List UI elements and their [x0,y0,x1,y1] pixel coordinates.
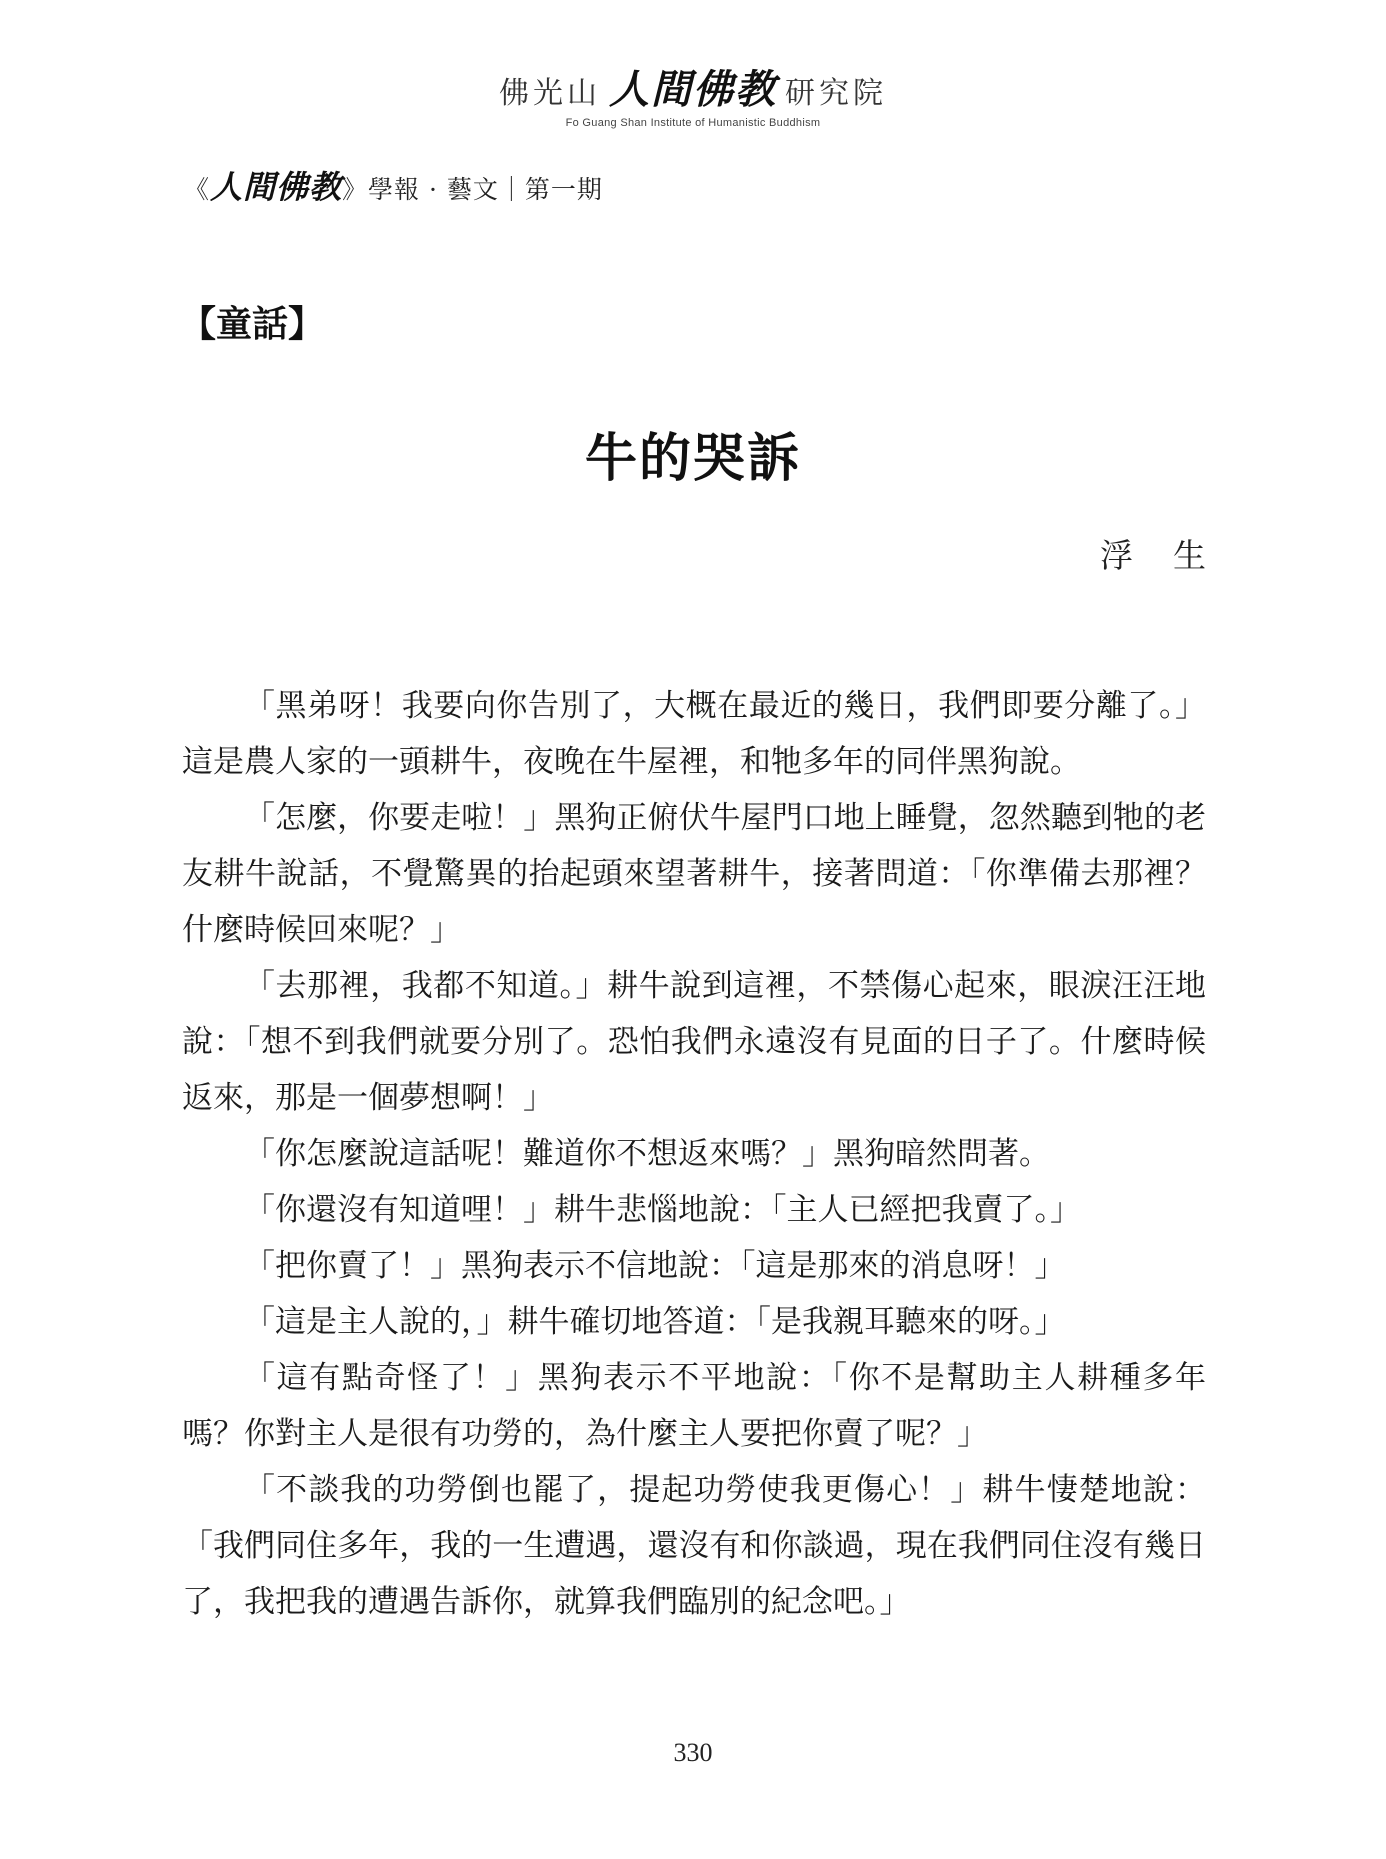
paragraph: 「把你賣了！」黑狗表示不信地說：「這是那來的消息呀！」 [244,1248,1066,1284]
page-number: 330 [673,1738,713,1767]
journal-issue-info: 學報 · 藝文｜第一期 [368,175,603,204]
journal-open-bracket: 《 [184,175,211,204]
journal-brand-logo: 人間佛教 [210,168,343,206]
paragraph: 「去那裡，我都不知道。」耕牛說到這裡，不禁傷心起來，眼淚汪汪地說：「想不到我們就要分別了。恐怕我們永遠沒有見面的日子了。什麼時候返來，那是一個夢想啊！」 [182,968,1206,1116]
institute-suffix: 研究院 [785,76,887,111]
institute-english-name: Fo Guang Shan Institute of Humanistic Buddhism [565,117,821,129]
journal-running-head [184,162,603,208]
institute-name [499,58,887,115]
institute-brand-logo: 人間佛教 [609,67,777,113]
paragraph: 「你怎麼說這話呢！難道你不想返來嗎？」黑狗暗然問著。 [244,1136,1050,1172]
article-title: 牛的哭訴 [584,429,801,489]
article-author: 浮生 [1100,536,1246,575]
section-tag: 【童話】 [180,304,325,345]
paragraph: 「黑弟呀！我要向你告別了，大概在最近的幾日，我們即要分離了。」這是農人家的一頭耕牛，夜晚在牛屋裡，和牠多年的同伴黑狗說。 [182,688,1206,780]
paragraph: 「這是主人說的，」耕牛確切地答道：「是我親耳聽來的呀。」 [244,1304,1066,1340]
institute-header [0,58,1386,129]
paragraph: 「你還沒有知道哩！」耕牛悲惱地說：「主人已經把我賣了。」 [244,1192,1081,1228]
article-body [182,678,1206,1630]
journal-close-bracket: 》 [342,175,369,204]
institute-prefix: 佛光山 [499,76,601,111]
paragraph: 「這有點奇怪了！」黑狗表示不平地說：「你不是幫助主人耕種多年嗎？你對主人是很有功勞的，為什麼主人要把你賣了呢？」 [182,1360,1206,1452]
paragraph: 「怎麼，你要走啦！」黑狗正俯伏牛屋門口地上睡覺，忽然聽到牠的老友耕牛說話，不覺驚異的抬起頭來望著耕牛，接著問道：「你準備去那裡？什麼時候回來呢？」 [182,800,1206,948]
paragraph: 「不談我的功勞倒也罷了，提起功勞使我更傷心！」耕牛悽楚地說：「我們同住多年，我的一生遭遇，還沒有和你談過，現在我們同住沒有幾日了，我把我的遭遇告訴你，就算我們臨別的紀念吧。」 [182,1472,1206,1620]
